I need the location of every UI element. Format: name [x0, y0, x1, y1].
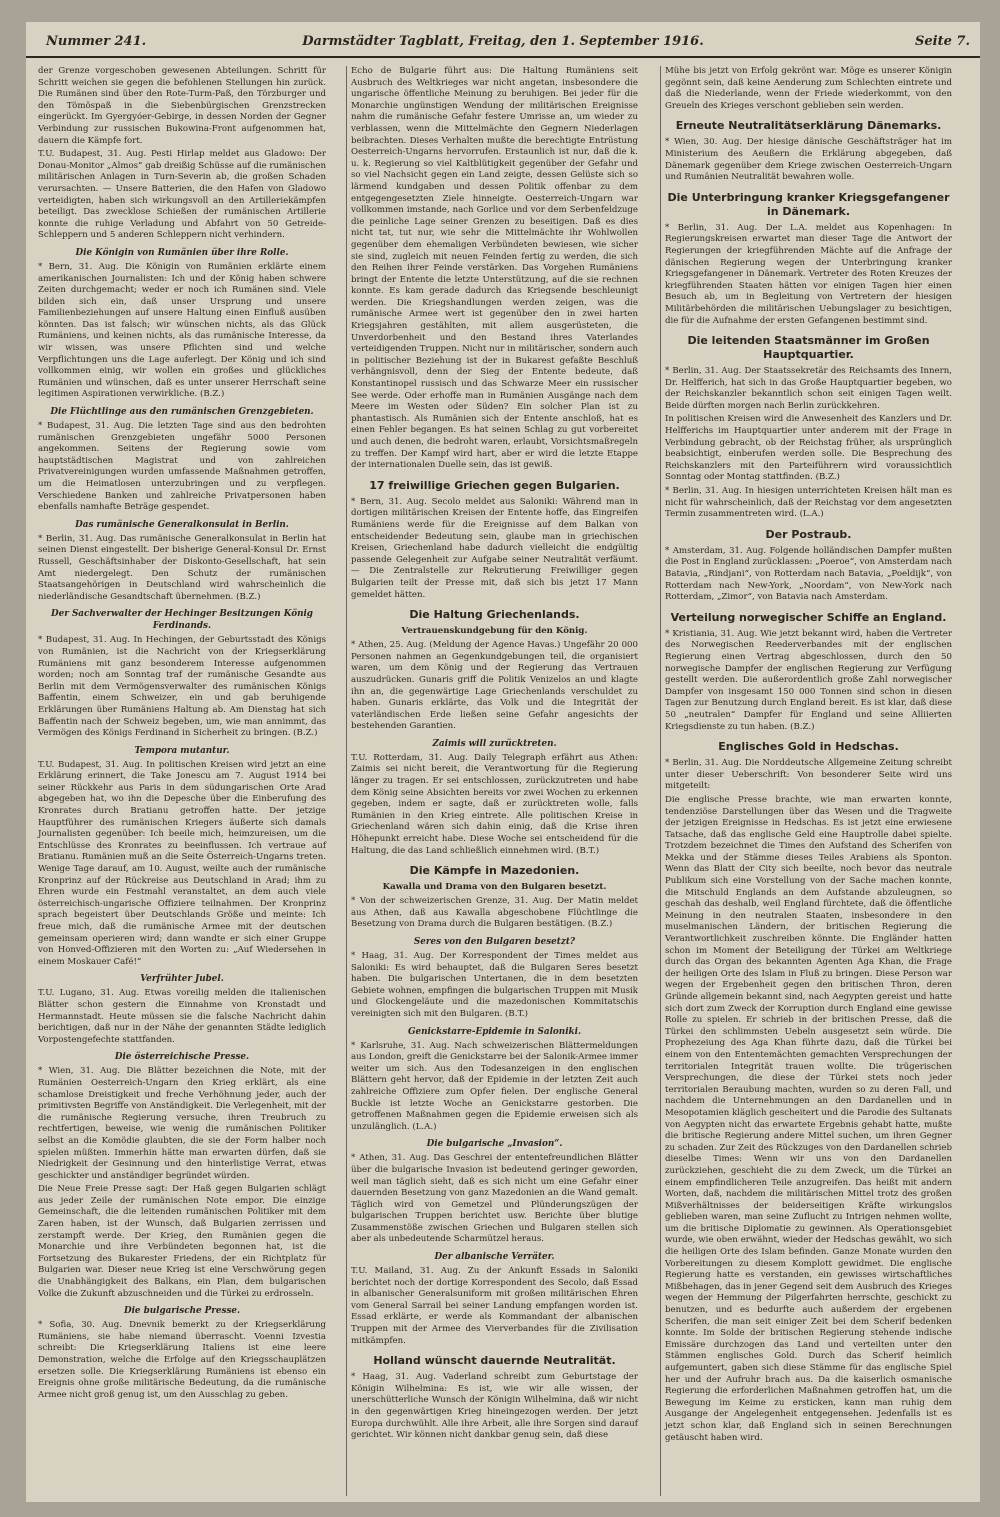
article-paragraph: In politischen Kreisen wird die Anwesenheit des Kanzlers und Dr. Helfferichs im Hauptquartier unter anderem mit der Frage in Verbindung gebracht, ob der Reichstag früher, als ursprünglich beabsichtigt, einberufen werden solle. Die Besprechung des Reichskanzlers mit den Parteiführern wird voraussichtlich Sonntag oder Montag stattfinden. (B.Z.) — [665, 414, 952, 483]
article-paragraph: * Berlin, 31. Aug. In hiesigen unterrichteten Kreisen hält man es nicht für wahrscheinlich, daß der Reichstag vor dem angesetzten Termin zusammentreten wird. (L.A.) — [665, 486, 952, 520]
article-paragraph: Mühe bis jetzt von Erfolg gekrönt war. Möge es unserer Königin gegönnt sein, daß keine Aenderung zum Schlechten eintrete und daß die Niederlande, wenn der Friede wiederkommt, von den Greueln des Krieges verschont geblieben sein werden. — [665, 66, 952, 111]
page-number: Seite 7. — [915, 34, 970, 49]
article-paragraph: * Wien, 31. Aug. Die Blätter bezeichnen die Note, mit der Rumänien Oesterreich-Ungarn den Krieg erklärt, als eine schamlose Dreistigkeit und freche Verhöhnung jeder, auch der primitivsten Begriffe von Anständigkeit. Die Verlegenheit, mit der die rumänische Regierung versuche, ihren Treubruch zu rechtfertigen, beweise, wie wenig die rumänischen Politiker selbst an die Komödie glaubten, die sie der Form halber noch spielen müßten. Immerhin hätte man erwarten dürfen, daß sie Niedrigkeit der Gesinnung und den hinterlistige Verrat, etwas geschickter und anständiger begründet würden. — [38, 1066, 326, 1181]
article-subheading: Die österreichische Presse. — [114, 1052, 250, 1063]
article-subheading: Vertrauenskundgebung für den König. — [401, 626, 588, 637]
article-subheading: Die Flüchtlinge aus den rumänischen Grenzgebieten. — [50, 407, 314, 418]
article-paragraph: T.U. Budapest, 31. Aug. In politischen Kreisen wird jetzt an eine Erklärung erinnert, die Take Jonescu am 7. August 1914 bei seiner Rückkehr aus Paris in dem südungarischen Orte Arad abgegeben hat, wo ihn die Depesche über die Einberufung des Kronrates durch Bratianu getroffen hatte. Der jetzige Hauptführer des rumänischen Kriegers äußerte sich damals Journalisten gegenüber: Ich beeile mich, heimzureisen, um die Entschlüsse des Kronrates zu beeinflussen. Ich vertraue auf Bratianu. Rumänien muß an die Seite Österreich-Ungarns treten. Wenige Tage darauf, am 10. August, weilte auch der rumänische Kronprinz auf der Rückreise aus Deutschland in Arad; ihm zu Ehren wurde ein Festmahl veranstaltet, an dem auch viele österreichisch-ungarische Offiziere teilnahmen. Der Kronprinz sprach begeistert über Deutschlands Größe und meinte: Ich freue mich, daß die rumänische Armee mit der deutschen gemeinsam operieren wird; dann wandte er sich einer Gruppe von Honved-Offizieren mit den Worten zu: „Auf Wiedersehen in einem Moskauer Café!“ — [38, 759, 326, 967]
article-paragraph: * Athen, 31. Aug. Das Geschrei der ententefreundlichen Blätter über die bulgarische Invasion ist bedeutend geringer geworden, weil man täglich sieht, daß es sich nicht um eine Gefahr einer dauernden Besetzung von ganz Mazedonien an die Wand gemalt. Täglich wird von Gemetzel und Plünderungszügen der bulgarischen Truppen berichtet usw. Berichte über blutige Zusammenstöße zwischen Griechen und Bulgaren stellen sich aber als unbedeutende Scharmützel heraus. — [351, 1153, 638, 1245]
article-headline: Die Haltung Griechenlands. — [409, 608, 580, 622]
article-headline: Holland wünscht dauernde Neutralität. — [373, 1354, 616, 1368]
article-paragraph: * Kristiania, 31. Aug. Wie jetzt bekannt wird, haben die Vertreter des Norwegischen Reederverbandes mit der englischen Regierung einen Vertrag abgeschlossen, durch den 50 norwegische Dampfer der englischen Regierung zur Verfügung gestellt werden. Die außerordentlich große Zahl norwegischer Dampfer von insgesamt 150 000 Tonnen sind schon in diesen Tagen zur Benutzung durch England bereit. Es ist klar, daß diese 50 „neutralen“ Dampfer für England und seine Alliierten Kriegsdienste zu tun haben. (B.Z.) — [665, 628, 952, 732]
column-3 — [660, 66, 956, 1496]
article-paragraph: * Berlin, 31. Aug. Die Norddeutsche Allgemeine Zeitung schreibt unter dieser Ueberschrift: Von besonderer Seite wird uns mitgeteilt: — [665, 758, 952, 792]
article-paragraph: * Budapest, 31. Aug. In Hechingen, der Geburtsstadt des Königs von Rumänien, ist die Nachricht von der Kriegserklärung Rumäniens mit ganz besonderem Interesse aufgenommen worden; noch am Sonntag traf der rumänische Gesandte aus Berlin mit dem Vermögensverwalter des rumänischen Königs Baffentin, einem Schweizer, ein und gab beruhigende Erklärungen über Rumäniens Haltung ab. Am Dienstag hat sich Baffentin nach der Schweiz begeben, um, wie man annimmt, das Vermögen des Königs Ferdinand in Sicherheit zu bringen. (B.Z.) — [38, 635, 326, 739]
article-paragraph: * Bern, 31. Aug. Secolo meldet aus Saloniki: Während man in dortigen militärischen Kreisen der Entente hoffe, das Eingreifen Rumäniens werde für die Ereignisse auf dem Balkan von entscheidender Bedeutung sein, glaube man in griechischen Kreisen, Griechenland habe dadurch vielleicht die endgültig passende Gelegenheit zur Aufgabe seiner Neutralität verfäumt. — Die Zentralstelle zur Rekrutierung Freiwilliger gegen Bulgarien teilt der Presse mit, daß sich bis jetzt 17 Mann gemeldet hätten. — [351, 496, 638, 600]
article-paragraph: * Haag, 31. Aug. Vaderland schreibt zum Geburtstage der Königin Wilhelmina: Es ist, wie wir alle wissen, der unerschütterliche Wunsch der Königin Wilhelmina, daß wir nicht in den gegenwärtigen Krieg hineingezogen werden. Der jetzt Europa durchwühlt. Alle ihre Arbeit, alle ihre Sorgen sind darauf gerichtet. Wir können nicht dankbar genug sein, daß diese — [351, 1372, 638, 1441]
article-paragraph: T.U. Budapest, 31. Aug. Pesti Hirlap meldet aus Gladowo: Der Donau-Monitor „Almos“ gab dreißig Schüsse auf die rumänischen militärischen Anlagen in Turn-Severin ab, die großen Schaden verursachten. — Unsere Batterien, die den Hafen von Gladowo verteidigten, haben sich wirkungsvoll an den Artilleriekämpfen beteiligt. Das zwecklose Schießen der rumänischen Artillerie konnte die ruhige Verladung und Abfahrt von 50 Getreide-Schleppern und 5 anderen Schleppern nicht verhindern. — [38, 149, 326, 241]
article-paragraph: * Berlin, 31. Aug. Der L.A. meldet aus Kopenhagen: In Regierungskreisen erwartet man dieser Tage die Antwort der Regierungen der kriegführenden Mächte auf die Anfrage der dänischen Regierung wegen der Unterbringung kranker Kriegsgefangener in Dänemark. Vertreter des Roten Kreuzes der kriegführenden Staaten hätten vor einigen Tagen hier einen Besuch ab, um in Begleitung von Vertretern der hiesigen Militärbehörden die militärischen Uebungslager zu besichtigen, die für die Aufnahme der ersten Gefangenen bestimmt sind. — [665, 222, 952, 326]
article-paragraph: * Sofia, 30. Aug. Dnevnik bemerkt zu der Kriegserklärung Rumäniens, sie habe niemand überrascht. Voenni Izvestia schreibt: Die Kriegserklärung Italiens ist eine leere Demonstration, welche die Erfolge auf den Kriegsschauplätzen ersetzen solle. Die Kriegserklärung Rumäniens ist ebenso ein Ereignis ohne große militärische Bedeutung, da die rumänische Armee nicht groß genug ist, um den Ausschlag zu geben. — [38, 1320, 326, 1400]
article-paragraph: T.U. Mailand, 31. Aug. Zu der Ankunft Essads in Saloniki berichtet noch der dortige Korrespondent des Secolo, daß Essad in albanischer Generalsuniform mit großen militärischen Ehren vom General Sarrail bei seiner Landung empfangen worden ist. Essad erklärte, er werde als Kommandant der albanischen Truppen mit der Armee des Vierverbandes für die Zivilisation mitkämpfen. — [351, 1266, 638, 1346]
column-2 — [346, 66, 642, 1496]
article-paragraph: T.U. Lugano, 31. Aug. Etwas voreilig melden die italienischen Blätter schon gestern die Einnahme von Kronstadt und Hermannstadt. Heute müssen sie die falsche Nachricht dahin berichtigen, daß nur in der Nähe der genannten Städte lediglich Vorpostengefechte stattfanden. — [38, 988, 326, 1045]
article-subheading: Der albanische Verräter. — [434, 1252, 555, 1263]
article-subheading: Der Sachverwalter der Hechinger Besitzungen König Ferdinands. — [51, 609, 313, 632]
article-headline: Erneute Neutralitätserklärung Dänemarks. — [675, 119, 942, 133]
article-paragraph: * Haag, 31. Aug. Der Korrespondent der Times meldet aus Saloniki: Es wird behauptet, daß die Bulgaren Seres besetzt haben. Die bulgarischen Untertanen, die in dem besetzten Gebiete wohnen, empfingen die bulgarischen Truppen mit Musik und Glockengeläute und die mazedonischen Kommitatschis vereinigten sich mit den Bulgaren. (B.T.) — [351, 951, 638, 1019]
newspaper-page — [26, 22, 980, 1502]
masthead-title: Darmstädter Tagblatt, Freitag, den 1. September 1916. — [302, 34, 704, 49]
column-1 — [34, 66, 330, 1496]
article-paragraph: Die englische Presse brachte, wie man erwarten konnte, tendenziöse Darstellungen über das Wesen und die Tragweite der jetzigen Ereignisse in Hedschas. Es ist jetzt eine erwiesene Tatsache, daß das englische Geld eine Hauptrolle dabei spielte. Trotzdem bezeichnet die Times den Aufstand des Scherifen von Mekka und der Stämme dieses Teiles Arabiens als Sponton. Wenn das Blatt der City sich beeilte, noch bevor das neutrale Publikum sich eine Vorstellung von der Sache machen konnte, die Mitschuld Englands an dem Aufstande abzuleugnen, so geschah das deshalb, weil England fürchtete, daß die öffentliche Meinung in den neutralen Staaten, insbesondere in den muselmanischen Ländern, der britischen Regierung die Verantwortlichkeit zuschreiben könnte. Die Engländer hatten schon im Moment der Beteiligung der Türkei am Weltkriege durch das Organ des bekannten Agenten Aga Khan, die Frage der heiligen Orte des Islam in Fluß zu bringen. Diese Person war wegen der Ergebenheit gegen den britischen Thron, deren Gründe allgemein bekannt sind, nach Aegypten gereist und hatte sich dort zum Zweck der Korruption durch England eine gewisse Rolle zu spielen. Er schrieb in der britischen Presse, daß die Türkei den schlimmsten Uebeln ausgesetzt sein würde. Die Prophezeiung des Aga Khan führte dazu, daß die Türkei bei einem von den Ententemächten gemachten Versprechungen der territorialen Integrität trauen wollte. Die trügerischen Versprechungen, die diese der Türkei stets noch jeder territorialen Beraubung machten, wurden so zu deren Fall, und nachdem die Unternehmungen an den Dardanellen und in Mesopotamien kläglich gescheitert und die Parodie des Sultanats von Aegypten nicht das erwartete Ergebnis gehabt hatte, mußte die britische Regierung andere Mittel suchen, um ihren Gegner zu schaden. Zur Zeit des Rückzuges von den Dardanellen schrieb dieselbe Times: Wenn wir uns von den Dardanellen zurückziehen, geschieht die zu dem Zweck, um die Türkei an einem empfindlicheren Teile anzugreifen. Das heißt mit andern Worten, daß, nachdem die militärischen Mittel trotz des großen Mißverhältnisses der beiderseitigen Kräfte wirkungslos geblieben waren, man seine Zuflucht zu Intrigen nehmen wollte, um die britische Diplomatie zu gewinnen. Als Operationsgebiet wurde, wie oben erwähnt, wieder der Hedschas gewählt, wo sich die heiligen Orte des Islam befinden. Ganze Monate wurden den Vorbereitungen zu diesem Komplott gewidmet. Die englische Regierung hatte es verstanden, ein gewisses wirtschaftliches Mißbehagen, das in jener Gegend seit dem Ausbruch des Krieges wegen der Hemmung der Pilgerfahrten herrschte, geschickt zu benutzen, und es bedurfte auch außerdem der ergebenen Scherifen, die man seit einiger Zeit bei dem Scherif bedenken konnte. Im Solde der britischen Regierung stehende indische Emissäre durchzogen das Land und verteilten unter den Stämmen englisches Gold. Durch das Scherif heimlich aufgemuntert, gaben sich diese Stämme für das englische Spiel her und der Aufruhr brach aus. Da die kaiserlich osmanische Regierung die erforderlichen Maßnahmen getroffen hat, um die Bewegung im Keime zu ersticken, kann man ruhig dem Ausgange der Angelegenheit entgegensehen. Jedenfalls ist es jetzt schon klar, daß England sich in seinen Berechnungen getäuscht haben wird. — [665, 794, 952, 1443]
article-paragraph: * Berlin, 31. Aug. Das rumänische Generalkonsulat in Berlin hat seinen Dienst eingestellt. Der bisherige General-Konsul Dr. Ernst Russell, Geschäftsinhaber der Diskonto-Gesellschaft, hat sein Amt niedergelegt. Den Schutz der rumänischen Staatsangehörigen in Deutschland wird wahrscheinlich die niederländische Gesandtschaft übernehmen. (B.Z.) — [38, 533, 326, 602]
article-subheading: Genickstarre-Epidemie in Saloniki. — [407, 1026, 582, 1037]
article-paragraph: * Berlin, 31. Aug. Der Staatssekretär des Reichsamts des Innern, Dr. Helfferich, hat sich in das Große Hauptquartier begeben, wo der Reichskanzler bekanntlich schon seit einigen Tagen weilt. Beide dürften morgen nach Berlin zurückkehren. — [665, 366, 952, 411]
article-paragraph: * Bern, 31. Aug. Die Königin von Rumänien erklärte einem amerikanischen Journalisten: Ich und der König haben schwere Zeiten durchgemacht; weder er noch ich Rumänen sind. Viele bilden sich ein, daß unser Ursprung und unsere Familienbeziehungen auf unsere Haltung einen Einfluß ausüben könnten. Das ist falsch; wir wünschen nichts, als das Glück Rumäniens, und keinen nichts, als das rumänische Interesse, da wir wissen, was unsere Pflichten sind und welche Verpflichtungen uns die Lage auferlegt. Der König und ich sind vollkommen einig, wir wollen ein großes und glückliches Rumänien und wünschen, daß es unter unserer Herrschaft seine legitimen Aspirationen verwirkliche. (B.Z.) — [38, 261, 326, 400]
article-subheading: Die Königin von Rumänien über ihre Rolle. — [75, 247, 289, 258]
article-paragraph: * Wien, 30. Aug. Der hiesige dänische Geschäftsträger hat im Ministerium des Aeußern die Erklärung abgegeben, daß Dänemark gegenüber dem Kriege zwischen Oesterreich-Ungarn und Rumänien Neutralität bewahren wolle. — [665, 137, 952, 183]
article-headline: 17 freiwillige Griechen gegen Bulgarien. — [369, 478, 620, 492]
article-paragraph: Die Neue Freie Presse sagt: Der Haß gegen Bulgarien schlägt aus jeder Zeile der rumänischen Note empor. Die einzige Gemeinschaft, die die leitenden rumänischen Politiker mit dem Zaren haben, ist der Wunsch, daß Bulgarien zerrissen und zerstampft werde. Der Krieg, den Rumänien gegen die Monarchie und ihre Verbündeten begonnen hat, ist die Fortsetzung des Bukarester Friedens, der ein Richtplatz für Bulgarien war. Dieser neue Krieg ist eine Verschwörung gegen die Unabhängigkeit des Balkans, ein Plan, dem bulgarischen Volke die Zukunft abzuschneiden und die Türkei zu erdrosseln. — [38, 1184, 326, 1299]
article-subheading: Seres von den Bulgaren besetzt? — [413, 937, 576, 947]
article-subheading: Die bulgarische „Invasion“. — [426, 1139, 563, 1150]
article-headline: Die Kämpfe in Mazedonien. — [409, 864, 580, 878]
article-paragraph: der Grenze vorgeschoben gewesenen Abteilungen. Schritt für Schritt weichen sie gegen die befohlenen Stellungen hin zurück. Die Rumänen sind über den Rote-Turm-Paß, den Törzburger und den Tömöspaß in die Siebenbürgischen Grenzstrecken eingerückt. Im Gyergyóer-Gebirge, in dessen Norden der Gegner Verbindung zur russischen Bukowina-Front aufgenommen hat, dauern die Kämpfe fort. — [38, 66, 326, 146]
article-paragraph: * Karlsruhe, 31. Aug. Nach schweizerischen Blättermeldungen aus London, greift die Genickstarre bei der Salonik-Armee immer weiter um sich. Aus den Todesanzeigen in den englischen Blättern geht hervor, daß der Epidemie in der letzten Zeit auch zahlreiche Offiziere zum Opfer fielen. Der englische General Buckle ist letzte Woche an Genickstarre gestorben. Die getroffenen Maßnahmen gegen die Epidemie erweisen sich als unzulänglich. (L.A.) — [351, 1040, 638, 1132]
article-headline: Die Unterbringung kranker Kriegsgefangener in Dänemark. — [667, 190, 950, 218]
article-paragraph: * Budapest, 31. Aug. Die letzten Tage sind aus den bedrohten rumänischen Grenzgebieten ungefähr 5000 Personen angekommen. Seitens der Regierung sowie vom hauptstädtischen Magistrat und von zahlreichen Privatvereinigungen wurden umfassende Maßnahmen getroffen, um die Heimatlosen unterzubringen und zu verpflegen. Verschiedene Banken und zahlreiche Privatpersonen haben ebenfalls namhafte Beträge gespendet. — [38, 421, 326, 513]
article-subheading: Die bulgarische Presse. — [123, 1306, 241, 1317]
article-subheading: Zaimis will zurücktreten. — [432, 738, 557, 749]
article-paragraph: * Amsterdam, 31. Aug. Folgende holländischen Dampfer mußten die Post in England zurücklassen: „Poeroe“, von Amsterdam nach Batavia, „Rindjani“, von Rotterdam nach Batavia, „Poeldijk“, von Rotterdam nach New-York, „Noordam“, von New-York nach Rotterdam, „Zimor“, von Batavia nach Amsterdam. — [665, 545, 952, 603]
article-paragraph: * Von der schweizerischen Grenze, 31. Aug. Der Matin meldet aus Athen, daß aus Kawalla abgeschobene Flüchtlinge die Besetzung von Drama durch die Bulgaren bestätigen. (B.Z.) — [351, 896, 638, 930]
article-subheading: Das rumänische Generalkonsulat in Berlin. — [75, 519, 289, 530]
article-paragraph: T.U. Rotterdam, 31. Aug. Daily Telegraph erfährt aus Athen: Zaimis sei nicht bereit, die Verantwortung für die Regierung länger zu tragen. Er sei entschlossen, zurückzutreten und habe dem König seine Absichten bereits vor zwei Wochen zu erkennen gegeben, indem er sagte, daß er zurücktreten wolle, falls Rumänien in den Krieg eintrete. Alle politischen Kreise in Griechenland wären sich dahin einig, daß die Krise ihren Höhepunkt erreicht habe. Diese Woche sei entscheidend für die Haltung, die das Land schließlich einnehmen wird. (B.T.) — [351, 752, 638, 856]
article-subheading: Kawalla und Drama von den Bulgaren besetzt. — [382, 882, 607, 893]
article-headline: Englisches Gold in Hedschas. — [718, 740, 899, 754]
article-paragraph: * Athen, 25. Aug. (Meldung der Agence Havas.) Ungefähr 20 000 Personen nahmen an Gegenkundgebungen teil, die organisiert waren, um dem König und der Regierung das Vertrauen auszudrücken. Gunaris griff die Politik Venizelos an und klagte ihn an, die gegenwärtige Lage Griechenlands verschuldet zu haben. Gunaris erklärte, das Volk und die Integrität der vaterländischen Erde ließen seine Gefahr angesichts der bestehenden Garantien. — [351, 640, 638, 732]
issue-number: Nummer 241. — [46, 34, 147, 49]
page-header — [26, 28, 980, 58]
article-headline: Verteilung norwegischer Schiffe an England. — [670, 610, 947, 624]
article-subheading: Tempora mutantur. — [134, 745, 230, 756]
article-headline: Die leitenden Staatsmänner im Großen Hauptquartier. — [687, 334, 930, 362]
article-columns — [34, 66, 974, 1496]
article-paragraph: Echo de Bulgarie führt aus: Die Haltung Rumäniens seit Ausbruch des Weltkrieges war nicht angetan, insbesondere die ungarische öffentliche Meinung zu beruhigen. Bei jeder für die Monarchie ungünstigen Wendung der militärischen Ereignisse nahm die rumänische Gefahr festere Umrisse an, um wieder zu verblassen, wenn die Mittelmächte den Gegnern Niederlagen beibrachten. Dieses Verhalten mußte die berechtigte Entrüstung Oesterreich-Ungarns hervorrufen. Erstaunlich ist nur, daß die k. u. k. Regierung so viel Kaltblütigkeit gegenüber der Gefahr und so viel Nachsicht gegen ein Land zeigte, dessen Gelüste sich so lärmend kundgaben und dessen Politik offenbar zu dem entgegengesetzten Ziele hinneigte. Oesterreich-Ungarn war vollkommen imstande, nach Gorlice und vor dem Serbenfeldzuge die peinliche Lage seiner Grenzen zu beseitigen. Daß es dies nicht tat, tut nur, wie sehr die Mittelmächte ihr Wohlwollen gegenüber dem ehemaligen Verbündeten bewiesen, wie sicher sie sind, zugleich mit neuen Feinden fertig zu werden, die sich den Reihen ihrer Feinde verstärken. Das Vorgehen Rumäniens bringt der Entente die letzte Unterstützung, auf die sie rechnen konnte. Es kam gerade dadurch das Kriegsende beschleunigt werden. Die Kriegshandlungen werden zeigen, was die rumänische Armee wert ist gegenüber den in zwei harten Kriegsjahren gestählten, mit allem ausgerüsteten, die Unverdorbenheit und den Bestand ihres Vaterlandes verteidigenden Truppen. Nicht nur in militärischer, sondern auch in politischer Beziehung ist der in Bukarest gefaßte Beschluß verhängnisvoll, denn der Sieg der Entente bedeute, daß Konstantinopel russisch und das Schwarze Meer ein russischer See werde. Oder erhoffe man in Rumänien Ausgänge nach dem Meere im Westen oder Süden? Ein solcher Plan ist zu phantastisch. Als Rumänien sich der Entente anschloß, hat es einen Fehler begangen. Es hat seinen Schlag zu gut vorbereitet und auch denen, die bedroht waren, erlaubt, Vorsichtsmaßregeln zu treffen. Der Kampf wird hart, aber er wird die letzte Etappe der internationalen Duelle sein, das ist gewiß. — [351, 66, 638, 471]
article-subheading: Verfrühter Jubel. — [140, 974, 224, 985]
article-headline: Der Postraub. — [765, 527, 852, 541]
